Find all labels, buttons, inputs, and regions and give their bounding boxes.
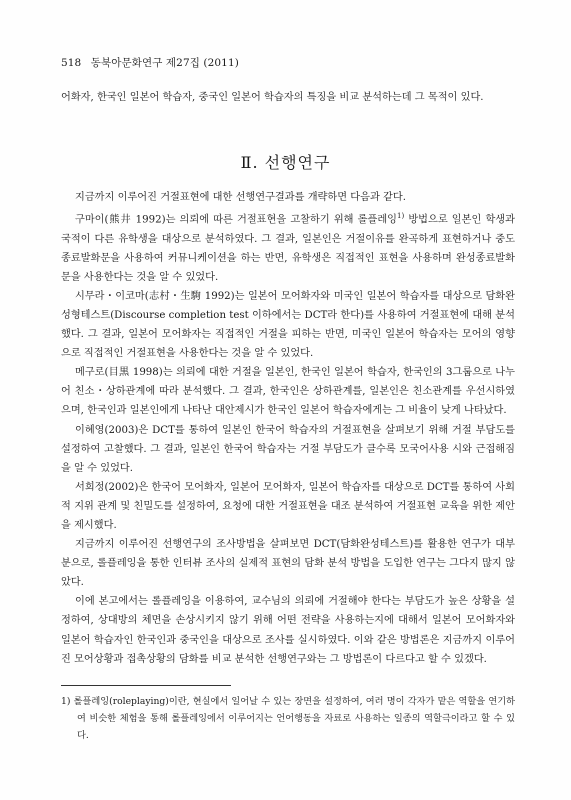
paragraph-8: 이에 본고에서는 롤플레잉을 이용하여, 교수님의 의뢰에 거절해야 한다는 부담도가 높은 상황을 설정하여, 상대방의 체면을 손상시키지 않기 위해 어떤 전략을 사용하는지에 대해서 일본어 모어화자와 일본어 학습자인 한국인과 중국인을 대상으로 조사를 실시하였다. 이와 같은 방법론은 지금까지 이루어진 모어상황과 접촉상황의 담화를 비교 분석한 선행연구와는 그 방법론이 다르다고 할 수 있겠다. [61,596,515,665]
paragraph-3: 시무라・이코마(志村・生駒 1992)는 일본어 모어화자와 미국인 일본어 학습자를 대상으로 담화완성형테스트(Discourse completion test 이하에서는 DCT라 한다)를 사용하여 거절표현에 대해 분석했다. 그 결과, 일본어 모어화자는 직접적인 거절을 피하는 반면, 미국인 일본어 학습자는 모어의 영향으로 직접적인 거절표현을 사용한다는 것을 알 수 있었다. [61,290,515,360]
page-number: 518 [61,57,82,69]
paragraph-2 [61,207,515,287]
paragraph-7: 지금까지 이루어진 선행연구의 조사방법을 살펴보면 DCT(담화완성테스트)를 활용한 연구가 대부분으로, 롤플레잉을 통한 인터뷰 조사의 실제적 표현의 담화 분석 방법을 도입한 연구는 그다지 많지 않았다. [61,539,515,589]
paragraph-2-rest: 방법으로 일본인 학생과 국적이 다른 유학생을 대상으로 분석하였다. 그 결과, 일본인은 거절이유를 완곡하게 표현하거나 중도종료발화문을 사용하여 커뮤니케이션을 하는 반면, 유학생은 직접적인 표현을 사용하며 완성종료발화문을 사용한다는 것을 알 수 있었다. [61,214,515,283]
footnote-1: 1) 롤플레잉(roleplaying)이란, 현실에서 일어날 수 있는 장면을 설정하여, 여러 명이 각자가 맡은 역할을 연기하여 비슷한 체험을 통해 롤플레잉에서 이루어지는 언어행동을 자료로 사용하는 일종의 역할극이라고 할 수 있다. [61,696,515,741]
footnote-ref-1[interactable]: 1) [397,212,405,221]
paragraph-2-start: 구마이(熊井 1992)는 의뢰에 따른 거절표현을 고찰하기 위해 롤플레잉 [75,214,397,226]
footnote-divider [61,685,231,686]
paragraph-6: 서희정(2002)은 한국어 모어화자, 일본어 모어화자, 일본어 학습자를 대상으로 DCT를 통하여 사회적 지위 관계 및 친밀도를 설정하여, 요청에 대한 거절표현을 대조 분석하여 거절표현 교육을 위한 제안을 제시했다. [61,481,515,531]
paragraph-5: 이혜영(2003)은 DCT를 통하여 일본인 한국어 학습자의 거절표현을 살펴보기 위해 거절 부담도를 설정하여 고찰했다. 그 결과, 일본인 한국어 학습자는 거절 부담도가 클수록 모국어사용 시와 근접해짐을 알 수 있었다. [61,424,515,474]
paragraph-1: 지금까지 이루어진 거절표현에 대한 선행연구결과를 개략하면 다음과 같다. [75,192,406,203]
intro-paragraph: 어화자, 한국인 일본어 학습자, 중국인 일본어 학습자의 특징을 비교 분석하는데 그 목적이 있다. [61,92,484,103]
paragraph-4: 메구로(目黒 1998)는 의뢰에 대한 거절을 일본인, 한국인 일본어 학습자, 한국인의 3그룹으로 나누어 친소・상하관계에 따라 분석했다. 그 결과, 한국인은 상하관계를, 일본인은 친소관계를 우선시하였으며, 한국인과 일본인에게 나타난 대안제시가 한국인 일본어 학습자에게는 그 비율이 낮게 나타났다. [61,367,515,417]
section-heading: Ⅱ. 선행연구 [240,153,331,172]
running-header [61,55,239,70]
journal-title: 동북아문화연구 제27집 (2011) [90,57,239,69]
section-body [61,188,515,669]
